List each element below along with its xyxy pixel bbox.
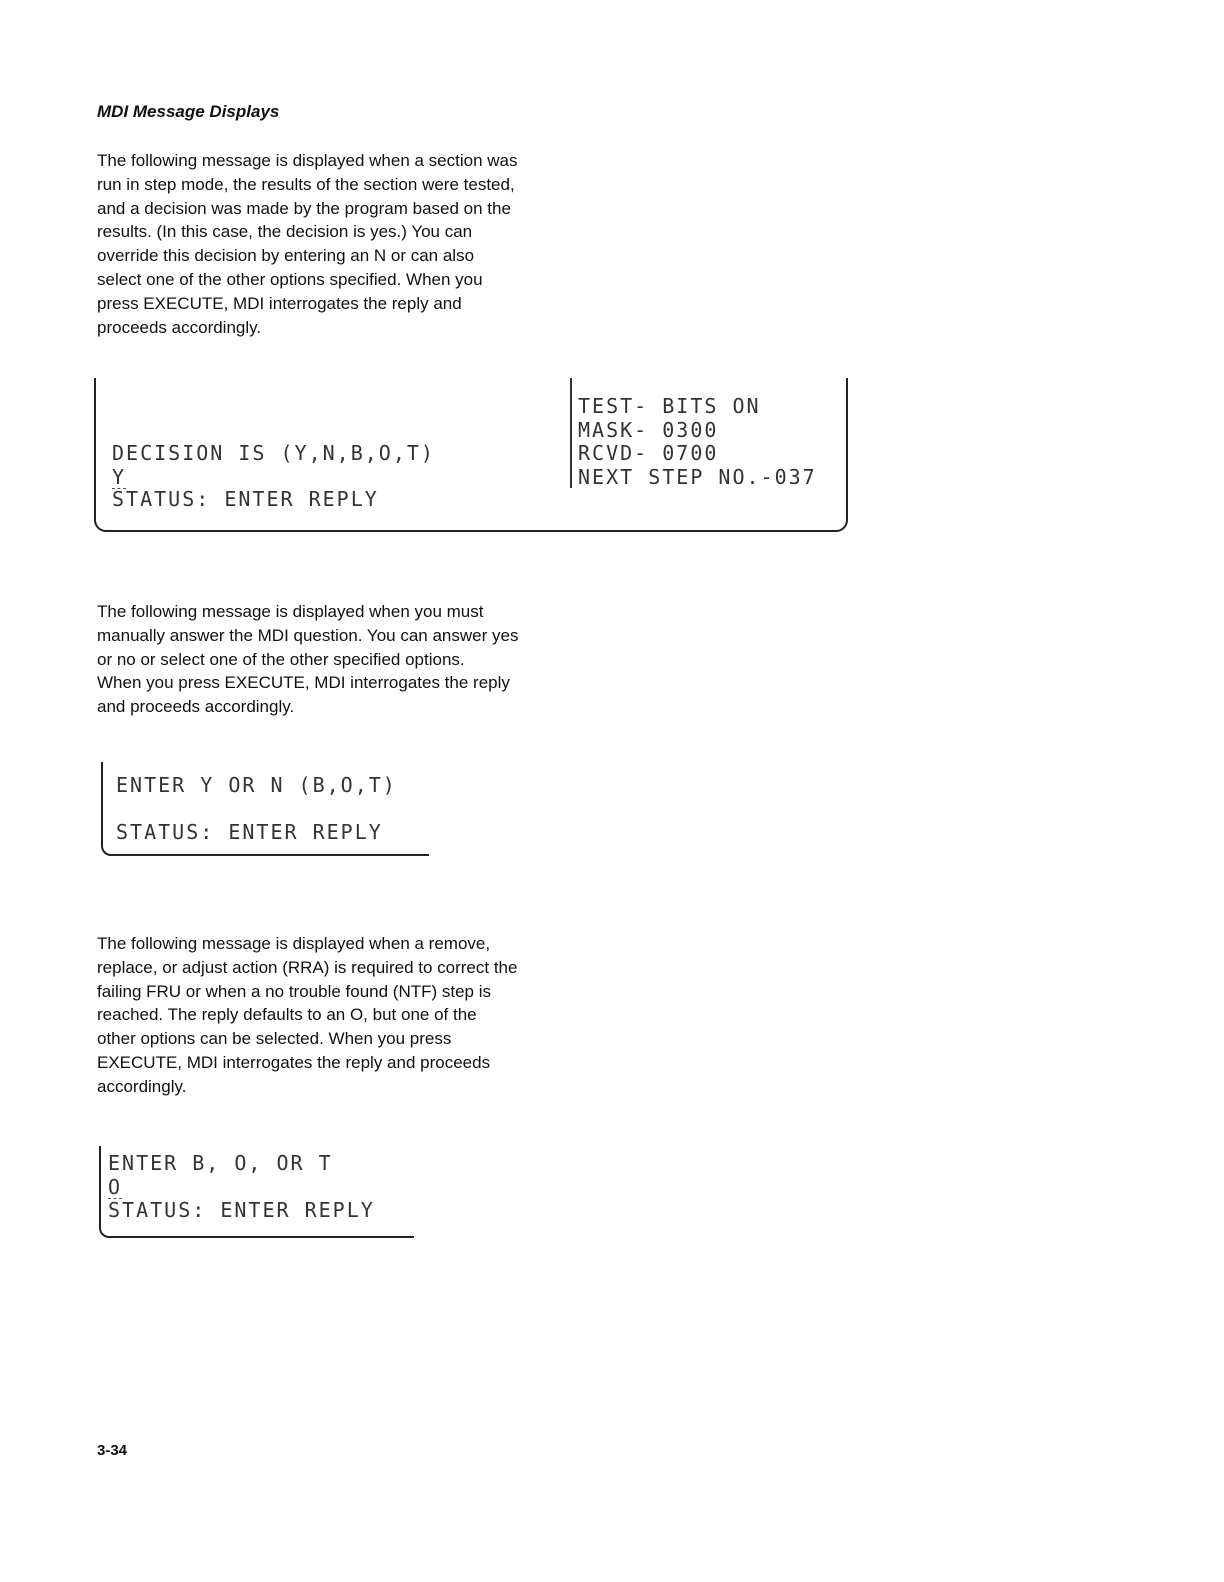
- test-bits-line: TEST- BITS ON: [578, 394, 761, 418]
- mask-line: MASK- 0300: [578, 418, 719, 442]
- text-line: select one of the other options specified. When you: [97, 269, 483, 289]
- text-line: EXECUTE, MDI interrogates the reply and proceeds: [97, 1052, 491, 1072]
- prompt-line: ENTER B, O, OR T: [108, 1151, 333, 1175]
- screen-rra-display: [99, 1146, 414, 1238]
- text-line: and a decision was made by the program based on the: [97, 198, 511, 218]
- screen-decision-display: [94, 378, 848, 532]
- screen-yes-no-display: [101, 762, 429, 856]
- text-line: failing FRU or when a no trouble found (NTF) step is: [97, 981, 492, 1001]
- prompt-line: ENTER Y OR N (B,O,T): [116, 773, 397, 797]
- status-line: STATUS: ENTER REPLY: [108, 1198, 375, 1222]
- text-line: manually answer the MDI question. You can answer yes: [97, 625, 519, 645]
- text-line: press EXECUTE, MDI interrogates the reply and: [97, 293, 462, 313]
- section-heading: MDI Message Displays: [97, 102, 280, 121]
- text-line: reached. The reply defaults to an O, but one of the: [97, 1005, 477, 1025]
- status-line: STATUS: ENTER REPLY: [112, 487, 379, 511]
- text-line: proceeds accordingly.: [97, 317, 262, 337]
- text-line: run in step mode, the results of the section were tested,: [97, 174, 515, 194]
- decision-line: DECISION IS (Y,N,B,O,T): [112, 441, 435, 465]
- text-line: other options can be selected. When you press: [97, 1029, 452, 1049]
- text-line: or no or select one of the other specified options.: [97, 649, 465, 669]
- rcvd-line: RCVD- 0700: [578, 441, 719, 465]
- status-line: STATUS: ENTER REPLY: [116, 820, 383, 844]
- page-number: 3-34: [97, 1442, 128, 1459]
- text-line: When you press EXECUTE, MDI interrogates the reply: [97, 673, 510, 693]
- next-step-line: NEXT STEP NO.-037: [578, 465, 817, 489]
- text-line: replace, or adjust action (RRA) is required to correct the: [97, 957, 518, 977]
- reply-value: Y: [112, 465, 127, 489]
- screen-divider: [570, 378, 572, 488]
- text-line: The following message is displayed when a section was: [97, 151, 518, 170]
- reply-value: O: [108, 1175, 123, 1199]
- paragraph-manual-answer: [97, 600, 587, 719]
- text-line: accordingly.: [97, 1076, 187, 1096]
- text-line: override this decision by entering an N or can also: [97, 246, 475, 266]
- text-line: results. (In this case, the decision is yes.) You can: [97, 222, 473, 242]
- paragraph-step-mode: [97, 149, 587, 339]
- text-line: The following message is displayed when you must: [97, 602, 484, 621]
- paragraph-rra: [97, 932, 587, 1099]
- text-line: The following message is displayed when a remove,: [97, 934, 491, 953]
- text-line: and proceeds accordingly.: [97, 697, 295, 717]
